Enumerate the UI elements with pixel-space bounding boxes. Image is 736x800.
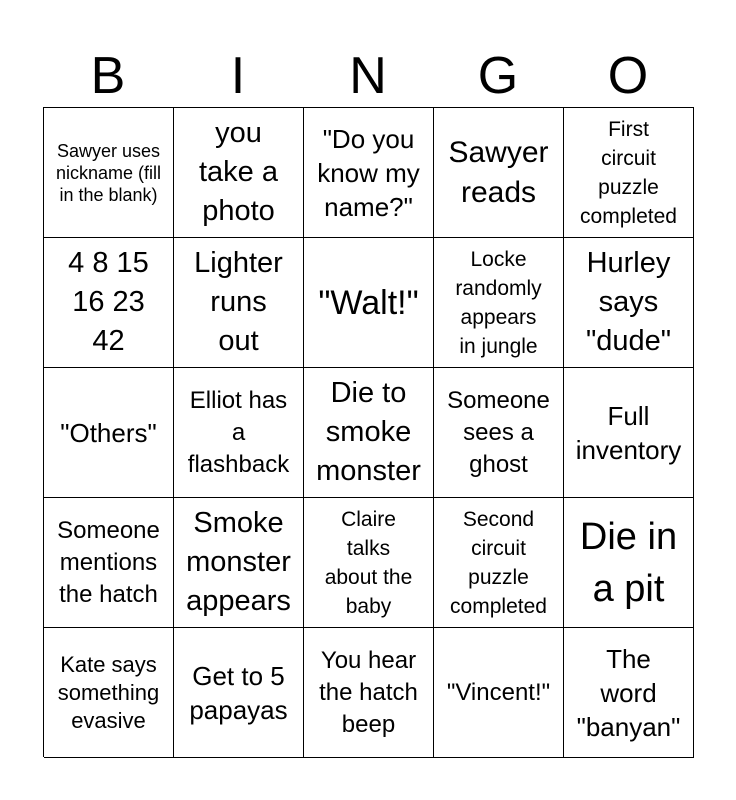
bingo-cell-r4c3[interactable] bbox=[304, 498, 434, 628]
bingo-cell-r2c4[interactable] bbox=[434, 238, 564, 368]
bingo-cell-r5c1[interactable] bbox=[44, 628, 174, 758]
cell-text: Die to smoke monster bbox=[316, 377, 421, 487]
cell-text: The word "banyan" bbox=[576, 643, 681, 742]
cell-text: Someone sees a ghost bbox=[447, 386, 550, 478]
bingo-cell-r4c5[interactable] bbox=[564, 498, 694, 628]
cell-text: Kate says something evasive bbox=[57, 651, 160, 733]
bingo-cell-r3c4[interactable] bbox=[434, 368, 564, 498]
bingo-cell-r3c3[interactable] bbox=[304, 368, 434, 498]
cell-text: Full inventory bbox=[575, 400, 682, 465]
bingo-cell-r3c1[interactable] bbox=[44, 368, 174, 498]
bingo-cell-r2c5[interactable] bbox=[564, 238, 694, 368]
cell-text: First circuit puzzle completed bbox=[580, 117, 677, 228]
cell-text: Lighter runs out bbox=[194, 247, 283, 357]
cell-text: Sawyer reads bbox=[448, 135, 549, 209]
bingo-cell-r2c1[interactable] bbox=[44, 238, 174, 368]
bingo-cell-r1c2[interactable] bbox=[174, 108, 304, 238]
cell-text: "Others" bbox=[60, 417, 157, 448]
bingo-cell-r4c2[interactable] bbox=[174, 498, 304, 628]
cell-text: Sawyer uses nickname (fill in the blank) bbox=[55, 140, 162, 205]
bingo-cell-r1c4[interactable] bbox=[434, 108, 564, 238]
bingo-cell-r4c1[interactable] bbox=[44, 498, 174, 628]
cell-text: "Do you know my name?" bbox=[317, 123, 420, 222]
cell-text: 4 8 15 16 23 42 bbox=[68, 247, 149, 357]
cell-text: you take a photo bbox=[199, 117, 278, 227]
header-letter-b: B bbox=[90, 47, 126, 105]
cell-text: Claire talks about the baby bbox=[324, 507, 413, 618]
cell-text: Die in a pit bbox=[579, 515, 678, 610]
cell-text: Locke randomly appears in jungle bbox=[455, 247, 542, 358]
cell-text: Second circuit puzzle completed bbox=[450, 507, 547, 618]
cell-text: "Vincent!" bbox=[446, 678, 551, 706]
bingo-cell-r5c5[interactable] bbox=[564, 628, 694, 758]
bingo-cell-r2c3[interactable] bbox=[304, 238, 434, 368]
bingo-cell-r5c4[interactable] bbox=[434, 628, 564, 758]
cell-text: You hear the hatch beep bbox=[319, 646, 418, 738]
cell-text: Hurley says "dude" bbox=[585, 247, 672, 357]
cell-text: Elliot has a flashback bbox=[187, 386, 290, 478]
bingo-cell-r1c3[interactable] bbox=[304, 108, 434, 238]
cell-text: Smoke monster appears bbox=[186, 507, 291, 617]
bingo-cell-r1c5[interactable] bbox=[564, 108, 694, 238]
cell-text: Someone mentions the hatch bbox=[57, 516, 160, 608]
header-letter-i: I bbox=[230, 47, 246, 105]
bingo-cell-r2c2[interactable] bbox=[174, 238, 304, 368]
cell-text: "Walt!" bbox=[318, 283, 419, 322]
cell-text: Get to 5 papayas bbox=[189, 660, 288, 725]
bingo-cell-r3c2[interactable] bbox=[174, 368, 304, 498]
header-letter-o: O bbox=[607, 47, 649, 105]
bingo-cell-r4c4[interactable] bbox=[434, 498, 564, 628]
header-letter-n: N bbox=[349, 47, 387, 105]
bingo-cell-r1c1[interactable] bbox=[44, 108, 174, 238]
header-letter-g: G bbox=[477, 47, 519, 105]
bingo-grid bbox=[43, 107, 694, 757]
bingo-header bbox=[43, 44, 693, 108]
bingo-cell-r3c5[interactable] bbox=[564, 368, 694, 498]
bingo-cell-r5c2[interactable] bbox=[174, 628, 304, 758]
bingo-cell-r5c3[interactable] bbox=[304, 628, 434, 758]
